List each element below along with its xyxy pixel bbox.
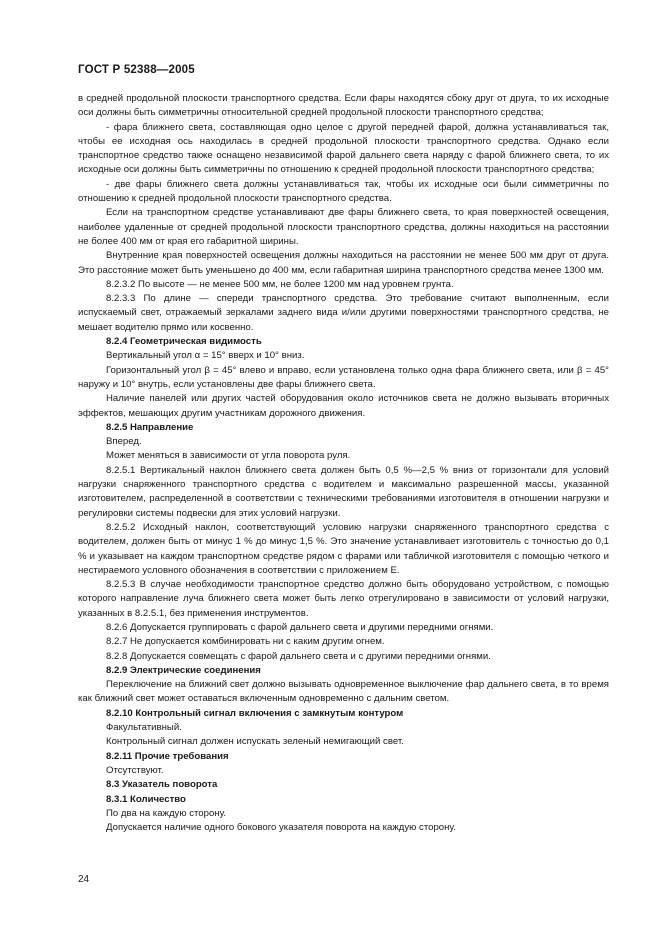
paragraph: Факультативный.: [106, 722, 182, 734]
paragraph: Если на транспортном средстве устанавливают две фары ближнего света, то края поверхностей освещения, наиболее удаленные от средней продольной плоскости транспортного средства, должны находиться на расстоянии не более 400 мм от края его габаритной ширины.: [78, 207, 609, 247]
paragraph: 8.2.5.1 Вертикальный наклон ближнего света должен быть 0,5 %—2,5 % вниз от горизонтали для условий нагрузки снаряженного транспортного средства с водителем и максимально разрешенной массы, указанной изготовителем, распределенной в соответствии с техническими требованиями изготовителя в отношении нагрузки и регулировки системы подвески для этих условий нагрузки.: [78, 464, 609, 519]
section-heading: 8.2.5 Направление: [106, 421, 194, 433]
paragraph: По два на каждую сторону.: [106, 807, 227, 819]
paragraph: 8.2.3.2 По высоте — не менее 500 мм, не более 1200 мм над уровнем грунта.: [106, 278, 454, 290]
document-header: ГОСТ Р 52388—2005: [78, 64, 195, 76]
section-heading: 8.3 Указатель поворота: [106, 779, 218, 791]
paragraph: - две фары ближнего света должны устанавливаться так, чтобы их исходные оси были симметричны по отношению к средней продольной плоскости транспортного средства.: [78, 178, 609, 205]
paragraph: 8.2.5.2 Исходный наклон, соответствующий условию нагрузки снаряженного транспортного средства с водителем, должен быть от минус 1 % до минус 1,5 %. Это значение устанавливает изготовитель с точностью до 0,1 % и указывает на каждом транспортном средстве рядом с фарами или табличкой изготовителя с помощью четкого и нестираемого условного обозначения в соответствии с приложением Е.: [78, 521, 609, 576]
paragraph: 8.2.3.3 По длине — спереди транспортного средства. Это требование считают выполненным, если испускаемый свет, отражаемый зеркалами заднего вида и/или другими поверхностями транспортного средства, не мешает водителю прямо или косвенно.: [78, 293, 609, 333]
paragraph: Горизонтальный угол β = 45° влево и вправо, если установлена только одна фара ближнего света, или β = 45° наружу и 10° внутрь, если установлены две фары ближнего света.: [78, 364, 609, 390]
paragraph: Контрольный сигнал должен испускать зеленый немигающий свет.: [106, 736, 404, 748]
paragraph: - фара ближнего света, составляющая одно целое с другой передней фарой, должна устанавливаться так, чтобы ее исходная ось находилась в средней продольной плоскости транспортного средства. Однако если транспортное средство также оснащено независимой фарой дальнего света наряду с фарой ближнего света, то их исходные оси должны быть симметричны по отношению к средней продольной плоскости транспортного средства;: [78, 121, 609, 176]
page-number: 24: [78, 874, 90, 885]
paragraph: Вперед.: [106, 436, 142, 448]
section-heading: 8.2.10 Контрольный сигнал включения с замкнутым контуром: [106, 707, 404, 719]
document-body: [78, 92, 609, 835]
section-heading: 8.3.1 Количество: [106, 793, 186, 805]
section-heading: 8.2.4 Геометрическая видимость: [106, 336, 262, 348]
paragraph: 8.2.5.3 В случае необходимости транспортное средство должно быть оборудовано устройством, с помощью которого направление луча ближнего света может быть легко отрегулировано в зависимости от условий нагрузки, указанных в 8.2.5.1, без применения инструментов.: [78, 579, 609, 619]
paragraph: Переключение на ближний свет должно вызывать одновременное выключение фар дальнего света, в то время как ближний свет может оставаться включенным одновременно с дальним светом.: [78, 679, 609, 705]
paragraph: 8.2.6 Допускается группировать с фарой дальнего света и другими передними огнями.: [106, 621, 494, 633]
paragraph: Наличие панелей или других частей оборудования около источников света не должно вызывать вторичных эффектов, мешающих другим участникам дорожного движения.: [78, 393, 609, 419]
paragraph: 8.2.7 Не допускается комбинировать ни с каким другим огнем.: [106, 636, 385, 648]
paragraph: 8.2.8 Допускается совмещать с фарой дальнего света и с другими передними огнями.: [106, 650, 491, 662]
section-heading: 8.2.9 Электрические соединения: [106, 664, 261, 676]
paragraph: Вертикальный угол α = 15° вверх и 10° вниз.: [106, 350, 305, 362]
paragraph: Допускается наличие одного бокового указателя поворота на каждую сторону.: [106, 822, 456, 834]
paragraph: Внутренние края поверхностей освещения должны находиться на расстоянии не менее 500 мм друг от друга. Это расстояние может быть уменьшено до 400 мм, если габаритная ширина транспортного средства менее 1300 мм.: [78, 250, 609, 276]
paragraph: Отсутствуют.: [106, 764, 164, 776]
section-heading: 8.2.11 Прочие требования: [106, 750, 229, 762]
paragraph: в средней продольной плоскости транспортного средства. Если фары находятся сбоку друг от друга, то их исходные оси должны быть симметричны относительной средней продольной плоскости транспортного средства;: [78, 93, 609, 119]
paragraph: Может меняться в зависимости от угла поворота руля.: [106, 450, 351, 462]
